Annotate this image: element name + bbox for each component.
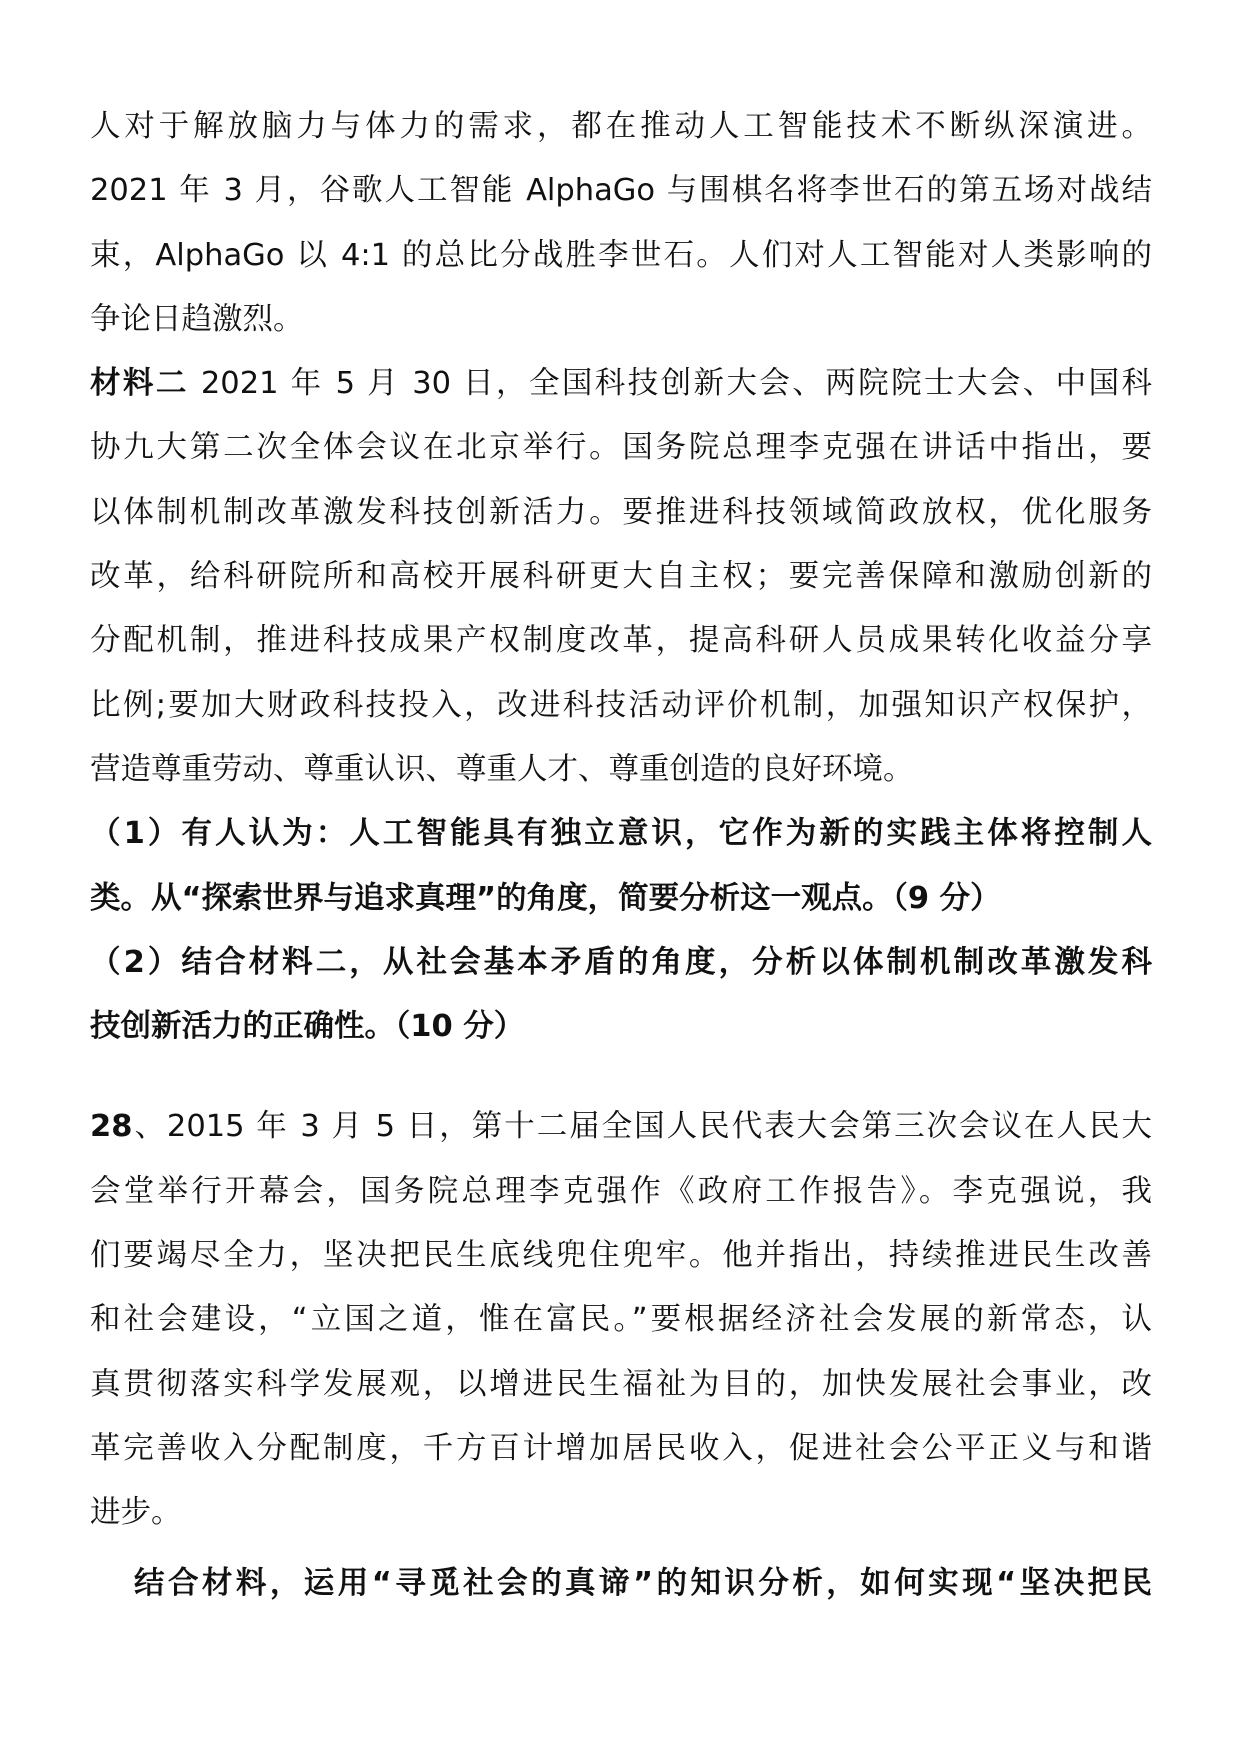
text-line <box>90 352 1152 416</box>
question-line: （1）有人认为：人工智能具有独立意识，它作为新的实践主体将控制人 <box>90 816 1152 852</box>
text-line <box>90 1095 1152 1159</box>
text-line: 真贯彻落实科学发展观，以增进民生福祉为目的，加快发展社会事业，改 <box>90 1366 1152 1402</box>
text-line: 协九大第二次全体会议在北京举行。国务院总理李克强在讲话中指出，要 <box>90 430 1152 466</box>
text-line: 分配机制，推进科技成果产权制度改革，提高科研人员成果转化收益分享 <box>90 623 1152 659</box>
text-line: 进步。 <box>90 1495 182 1531</box>
text-line: 们要竭尽全力，坚决把民生底线兜住兜牢。他并指出，持续推进民生改善 <box>90 1238 1152 1274</box>
text-line: 改革，给科研院所和高校开展科研更大自主权；要完善保障和激励创新的 <box>90 559 1152 595</box>
text-line: 会堂举行开幕会，国务院总理李克强作《政府工作报告》。李克强说，我 <box>90 1173 1152 1209</box>
text-line: 和社会建设，“立国之道，惟在富民。”要根据经济社会发展的新常态，认 <box>90 1302 1152 1338</box>
spacer <box>90 1059 1152 1095</box>
text-line: 人对于解放脑力与体力的需求，都在推动人工智能技术不断纵深演进。 <box>90 109 1152 144</box>
question-28-prompt: 结合材料，运用“寻觅社会的真谛”的知识分析，如何实现“坚决把民 <box>134 1565 1152 1601</box>
question-line: 技创新活力的正确性。（10 分） <box>90 1009 525 1045</box>
question-line: 类。从“探索世界与追求真理”的角度，简要分析这一观点。（9 分） <box>90 880 1001 916</box>
material-2-label: 材料二 <box>90 366 189 402</box>
text-line: 以体制机制改革激发科技创新活力。要推进科技领域简政放权，优化服务 <box>90 494 1152 530</box>
document-page <box>90 95 1152 1616</box>
text-line: 革完善收入分配制度，千方百计增加居民收入，促进社会公平正义与和谐 <box>90 1430 1152 1466</box>
material-2-paragraph <box>90 352 1152 802</box>
question-28 <box>90 1095 1152 1615</box>
question-number: 28 <box>90 1109 133 1145</box>
text-line: 争论日趋激烈。 <box>90 301 304 337</box>
text-line: 营造尊重劳动、尊重认识、尊重人才、尊重创造的良好环境。 <box>90 751 914 787</box>
question-1 <box>90 802 1152 931</box>
material-2-first-line: 2021 年 5 月 30 日，全国科技创新大会、两院院士大会、中国科 <box>188 366 1152 402</box>
question-2 <box>90 931 1152 1060</box>
text-line: 比例;要加大财政科技投入，改进科技活动评价机制，加强知识产权保护， <box>90 687 1152 723</box>
question-line: （2）结合材料二，从社会基本矛盾的角度，分析以体制机制改革激发科 <box>90 944 1152 980</box>
material-1-paragraph <box>90 95 1152 352</box>
text-line: 2021 年 3 月，谷歌人工智能 AlphaGo 与围棋名将李世石的第五场对战结 <box>90 173 1152 209</box>
question-28-first-line: 、2015 年 3 月 5 日，第十二届全国人民代表大会第三次会议在人民大 <box>132 1109 1152 1145</box>
text-line: 束，AlphaGo 以 4:1 的总比分战胜李世石。人们对人工智能对人类影响的 <box>90 237 1152 273</box>
